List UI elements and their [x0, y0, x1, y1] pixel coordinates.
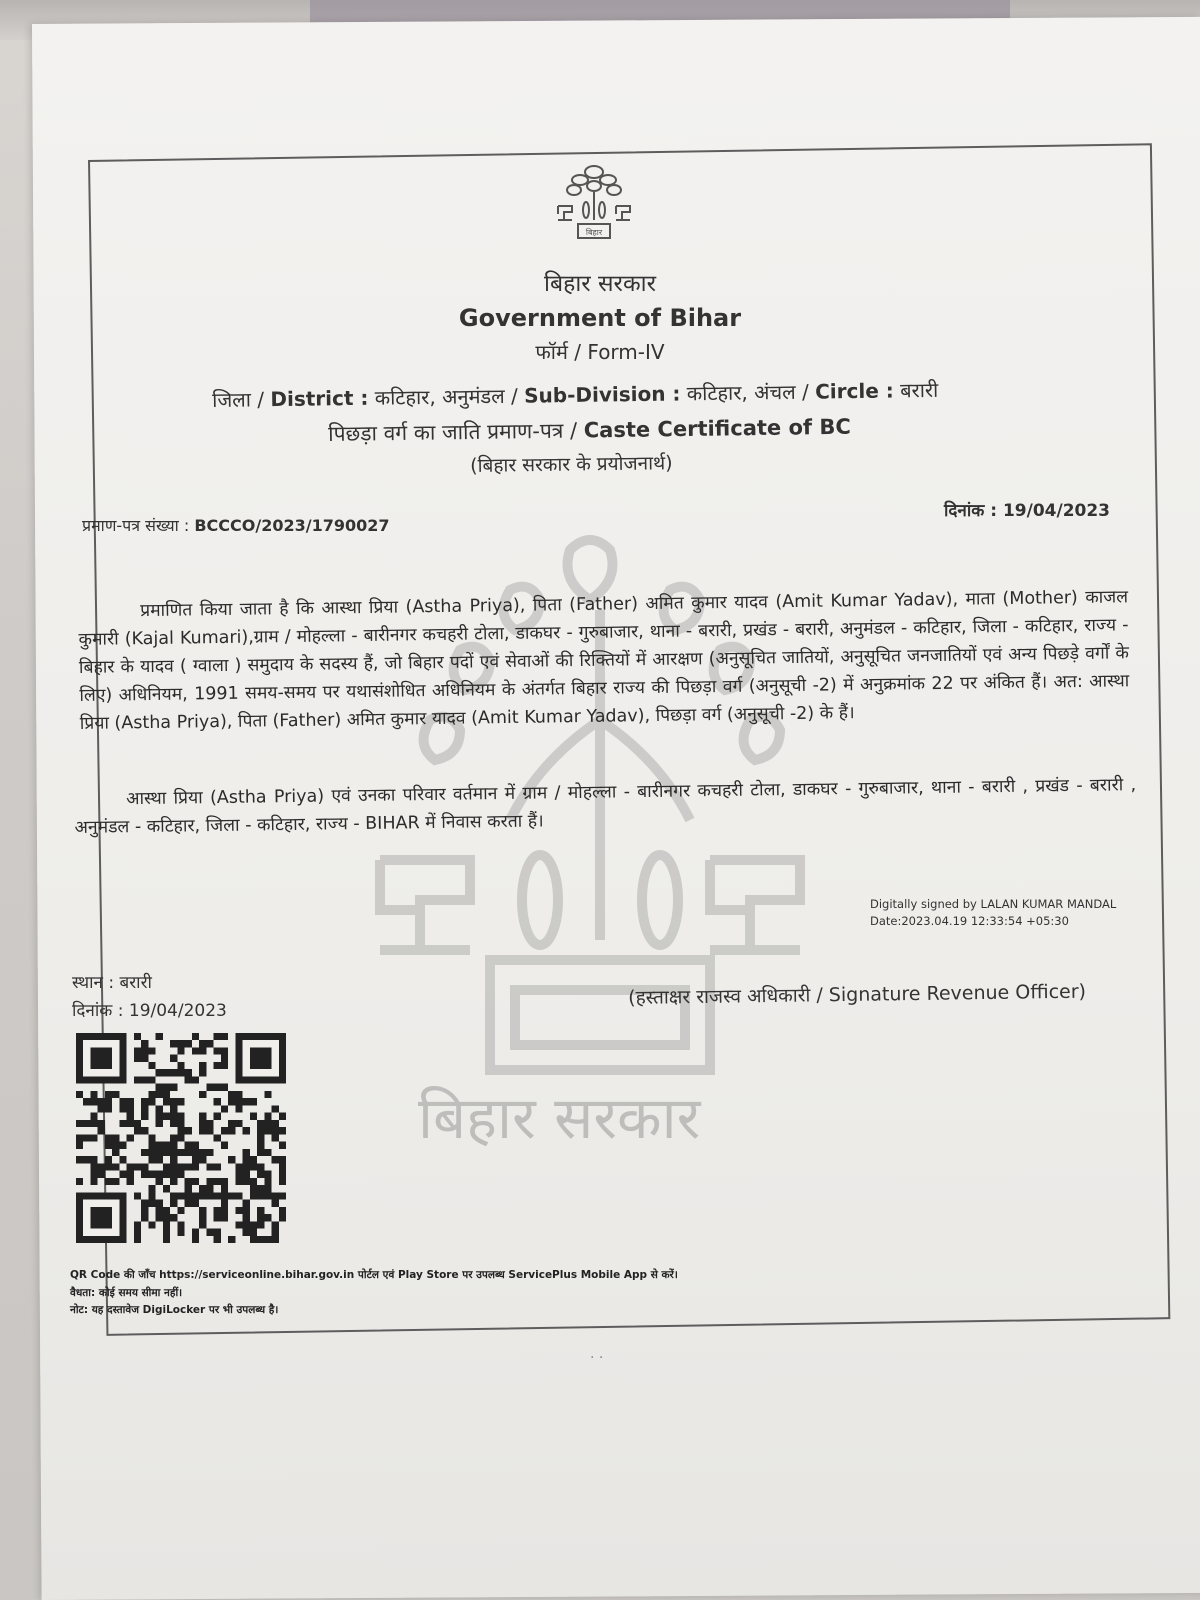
digital-signature-signer: Digitally signed by LALAN KUMAR MANDAL — [870, 897, 1117, 911]
digital-signature — [870, 896, 1160, 930]
place-date-value: 19/04/2023 — [128, 1001, 227, 1021]
place-date — [72, 998, 227, 1021]
certificate-number-label: प्रमाण-पत्र संख्या : — [82, 516, 190, 535]
certificate-number-value: BCCCO/2023/1790027 — [194, 516, 390, 535]
bihar-emblem-icon — [552, 158, 636, 244]
watermark-text: बिहार सरकार — [418, 1084, 701, 1152]
title-hindi: बिहार सरकार — [544, 271, 656, 297]
circle-label-hi: अंचल / — [753, 379, 809, 405]
svg-text:बिहार: बिहार — [585, 228, 603, 237]
subdivision-label-en: Sub-Division : — [523, 381, 681, 408]
place — [72, 970, 152, 993]
title-english: Government of Bihar — [458, 304, 742, 332]
issue-date-value: 19/04/2023 — [1002, 501, 1111, 521]
certificate-body-paragraph-1: प्रमाणित किया जाता है कि आस्था प्रिया (Astha Priya), पिता (Father) अमित कुमार यादव (Amit Kumar Yadav), माता (Mother) काजल कुमारी (Kajal Kumari),ग्राम / मोहल्ला - बारीनगर कचहरी टोला, डाकघर - गुरुबाजार, थाना - बरारी, प्रखंड - बरारी, अनुमंडल - कटिहार, जिला - कटिहार, राज्य - बिहार के यादव ( ग्वाला ) समुदाय के सदस्य हैं, जो बिहार पदों एवं सेवाओं की रिक्तियों में आरक्षण (अनुसूचित जातियों, अनुसूचित जनजातियों एवं अन्य पिछड़े वर्गों के लिए) अधिनियम, 1991 समय-समय पर यथासंशोधित अधिनियम के अंतर्गत बिहार राज्य की पिछड़ा वर्ग (अनुसूची -2) में अनुक्रमांक 22 पर अंकित हैं। अत: आस्था प्रिया (Astha Priya), पिता (Father) अमित कुमार यादव (Amit Kumar Yadav), पिछड़ा वर्ग (अनुसूची -2) के हैं। — [78, 587, 1130, 734]
district-value: कटिहार, — [374, 384, 436, 410]
issue-date — [944, 498, 1110, 521]
signature-caption: (हस्ताक्षर राजस्व अधिकारी / Signature Revenue Officer) — [628, 980, 1087, 1009]
paper-specks: · · — [590, 1350, 604, 1366]
subdivision-label-hi: अनुमंडल / — [441, 383, 518, 409]
place-label: स्थान : — [72, 973, 115, 993]
digilocker-note: नोट: यह दस्तावेज DigiLocker पर भी उपलब्ध है। — [70, 1304, 279, 1316]
qr-code — [76, 1032, 286, 1244]
qr-verification-note: QR Code की जाँच https://serviceonline.bihar.gov.in पोर्टल एवं Play Store पर उपलब्ध ServicePlus Mobile App से करें। — [70, 1269, 678, 1281]
place-value: बरारी — [119, 973, 152, 993]
place-date-label: दिनांक : — [72, 1001, 124, 1021]
circle-value: बरारी — [899, 377, 939, 403]
validity-note: वैधता: कोई समय सीमा नहीं। — [70, 1287, 183, 1299]
form-number: फॉर्म / Form-IV — [535, 340, 665, 364]
subdivision-value: कटिहार, — [686, 380, 748, 406]
district-label-hi: जिला / — [212, 387, 265, 412]
certificate-body-paragraph-2: आस्था प्रिया (Astha Priya) एवं उनका परिवार वर्तमान में ग्राम / मोहल्ला - बारीनगर कचहरी टोला, डाकघर - गुरुबाजार, थाना - बरारी , प्रखंड - बरारी , अनुमंडल - कटिहार, जिला - कटिहार, राज्य - BIHAR में निवास करता हैं। — [74, 775, 1137, 838]
certificate-purpose: (बिहार सरकार के प्रयोजनार्थ) — [470, 452, 673, 477]
district-label-en: District : — [270, 385, 369, 412]
certificate-type-en: Caste Certificate of BC — [583, 414, 851, 443]
circle-label-en: Circle : — [814, 378, 894, 404]
issue-date-label: दिनांक : — [944, 501, 998, 521]
certificate-number — [82, 514, 390, 536]
digital-signature-date: Date:2023.04.19 12:33:54 +05:30 — [870, 914, 1069, 928]
certificate-type-hi: पिछड़ा वर्ग का जाति प्रमाण-पत्र / — [328, 418, 578, 446]
